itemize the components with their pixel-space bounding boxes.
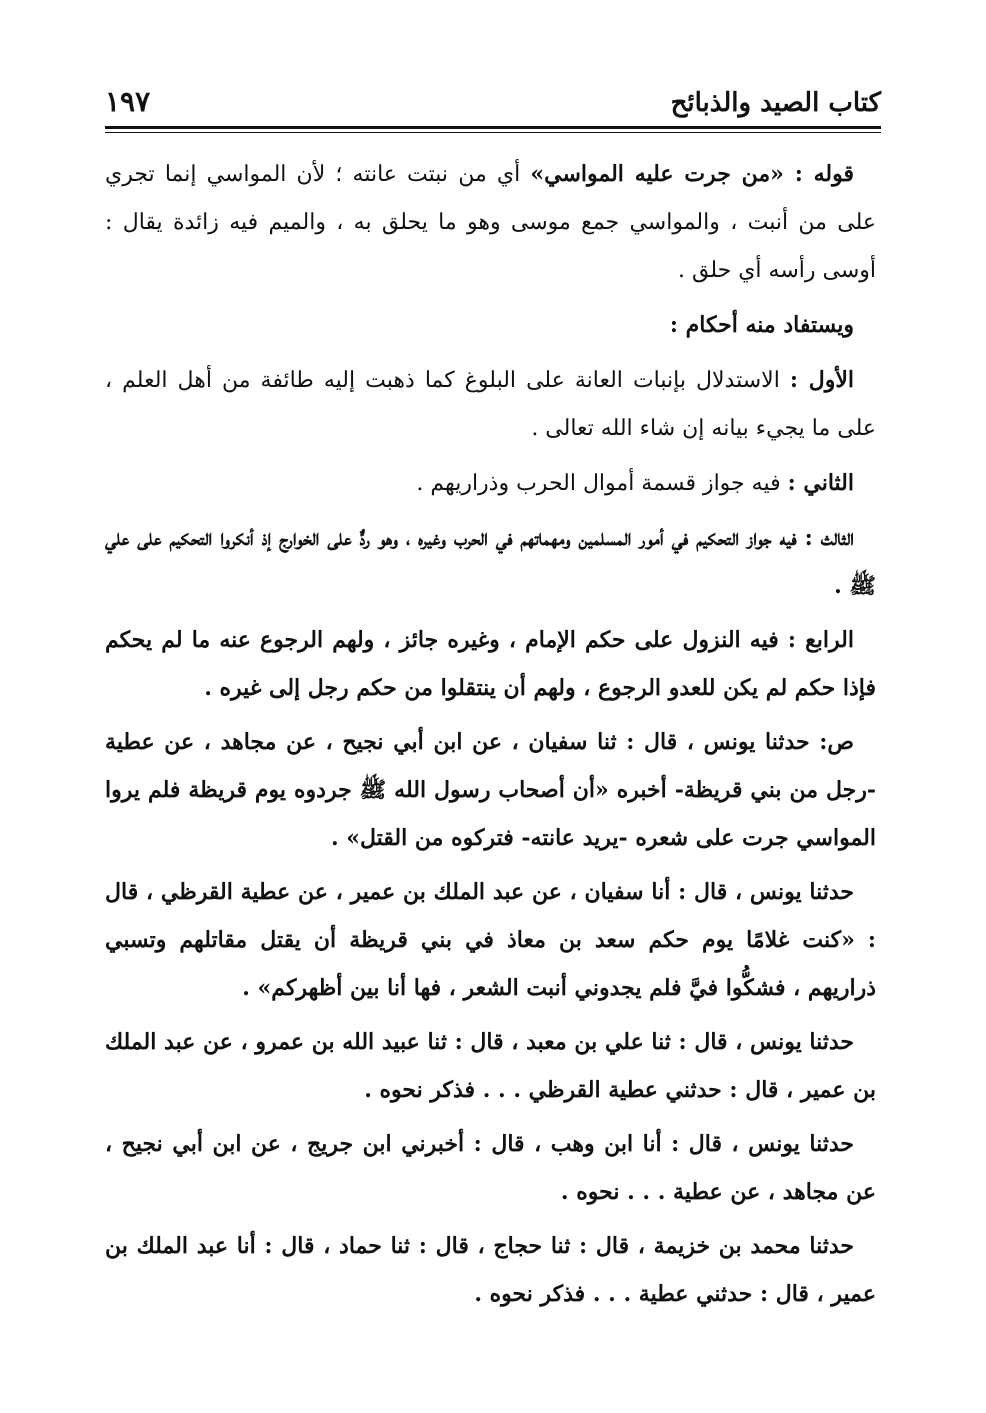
paragraph-hadith-5 [105, 1222, 876, 1318]
paragraph-text: حدثنا يونس ، قال : أنا ابن وهب ، قال : أخبرني ابن جريج ، عن ابن أبي نجيح ، عن مجاهد ، عن عطية . . . نحوه . [105, 1131, 876, 1205]
running-title: كتاب الصيد والذبائح [670, 88, 881, 118]
paragraph-ruling-third [105, 514, 876, 610]
page-body [105, 150, 876, 1318]
paragraph-text: الاستدلال بإنبات العانة على البلوغ كما ذهبت إليه طائفة من أهل العلم ، على ما يجيء بيانه إن شاء الله تعالى . [105, 368, 876, 441]
paragraph-hadith-1 [105, 718, 876, 862]
paragraph-commentary [105, 150, 876, 295]
paragraph-ruling-second [105, 459, 876, 508]
paragraph-label: قوله : «من جرت عليه المواسي» [530, 161, 855, 187]
paragraph-ruling-fourth [105, 616, 876, 712]
paragraph-label: ويستفاد منه أحكام : [669, 312, 854, 338]
header-rule-thin [105, 132, 881, 133]
paragraph-text: ص: حدثنا يونس ، قال : ثنا سفيان ، عن ابن أبي نجيح ، عن مجاهد ، عن عطية -رجل من بني قريظة- أخبره «أن أصحاب رسول الله ﷺ جردوه يوم قريظة فلم يروا المواسي جرت على شعره -يريد عانته- فتركوه من القتل» . [105, 729, 876, 851]
paragraph-label: الثالث : [804, 525, 854, 551]
page-number: ١٩٧ [105, 85, 151, 118]
paragraph-text: أي من نبتت عانته ؛ لأن المواسي إنما تجري على من أنبت ، والمواسي جمع موسى وهو ما يحلق به ، والميم فيه زائدة يقال : أوسى رأسه أي حلق . [105, 162, 876, 283]
paragraph-label: الأول : [789, 367, 854, 393]
paragraph-text: حدثنا يونس ، قال : ثنا علي بن معبد ، قال : ثنا عبيد الله بن عمرو ، عن عبد الملك بن عمير ، قال : حدثني عطية القرظي . . . فذكر نحوه . [105, 1029, 876, 1103]
paragraph-hadith-3 [105, 1018, 876, 1114]
paragraph-hadith-4 [105, 1120, 876, 1216]
paragraph-rulings-heading [105, 301, 876, 350]
paragraph-label: الثاني : [787, 470, 854, 496]
paragraph-text: فيه جواز التحكيم في أمور المسلمين ومهماتهم في الحرب وغيره ، وهو ردٌّ على الخوارج إذ أنكروا التحكيم على علي ﷺ . [105, 525, 876, 599]
paragraph-hadith-2 [105, 868, 876, 1012]
paragraph-ruling-first [105, 356, 876, 453]
page-header [105, 78, 881, 118]
header-rule-thick [105, 126, 881, 129]
paragraph-text: حدثنا يونس ، قال : أنا سفيان ، عن عبد الملك بن عمير ، عن عطية القرظي ، قال : «كنت غلامًا يوم حكم سعد بن معاذ في بني قريظة أن يقتل مقاتلهم وتسبي ذراريهم ، فشكُّوا فيَّ فلم يجدوني أنبت الشعر ، فها أنا بين أظهركم» . [105, 879, 876, 1001]
paragraph-text: الرابع : فيه النزول على حكم الإمام ، وغيره جائز ، ولهم الرجوع عنه ما لم يحكم فإذا حكم لم يكن للعدو الرجوع ، ولهم أن ينتقلوا من حكم رجل إلى غيره . [105, 627, 876, 701]
paragraph-text: فيه جواز قسمة أموال الحرب وذراريهم . [416, 471, 788, 496]
paragraph-text: حدثنا محمد بن خزيمة ، قال : ثنا حجاج ، قال : ثنا حماد ، قال : أنا عبد الملك بن عمير ، قال : حدثني عطية . . . فذكر نحوه . [105, 1233, 876, 1307]
